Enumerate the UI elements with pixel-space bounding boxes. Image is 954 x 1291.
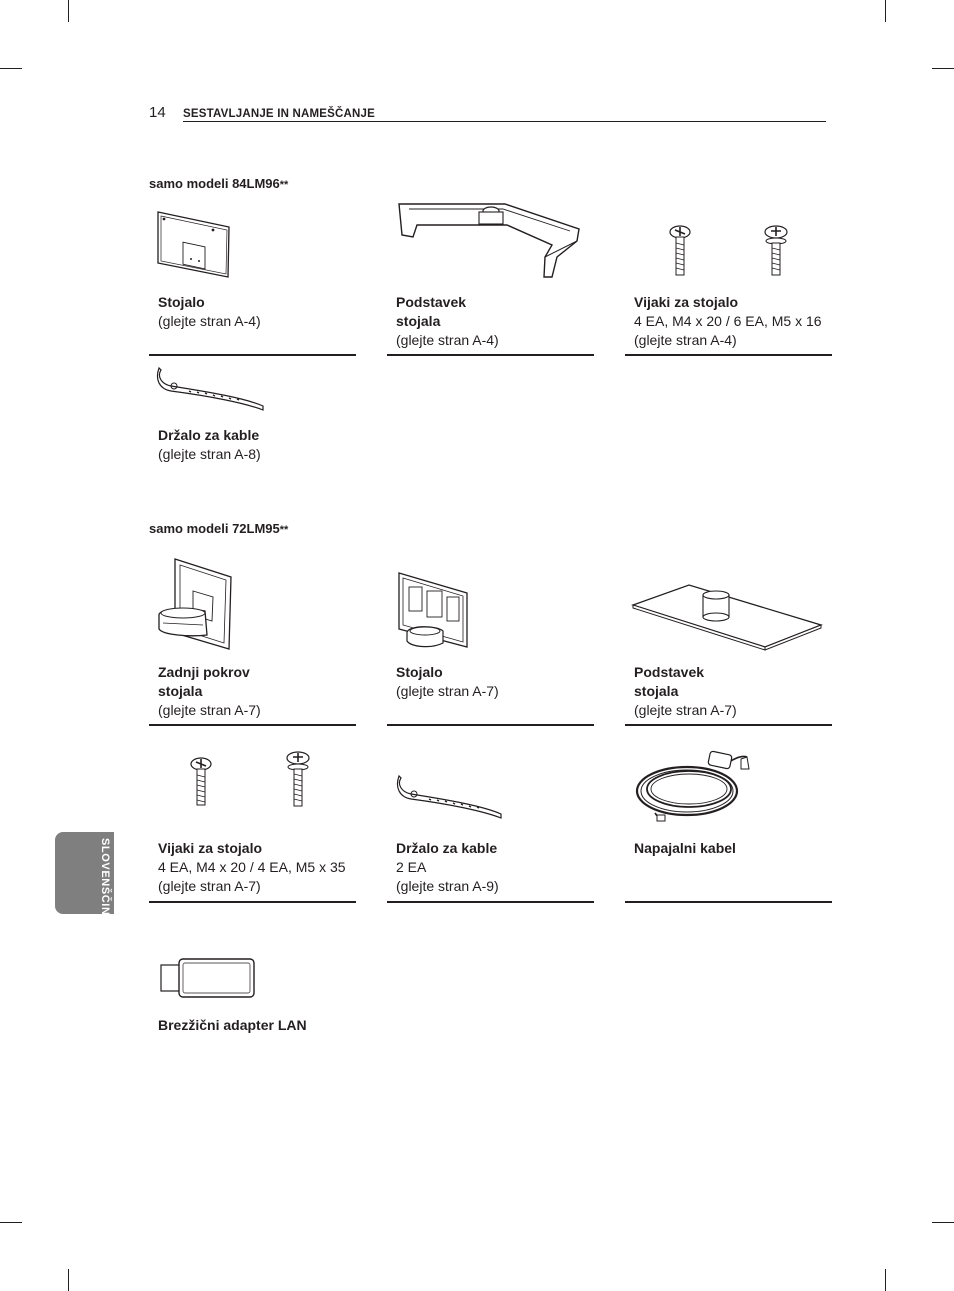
section-title-84lm96: samo modeli 84LM96** (149, 176, 289, 191)
item-podstavek-72: Podstavek stojala (glejte stran A-7) (625, 575, 832, 727)
stand-back-cover-icon (149, 555, 356, 655)
language-tab (55, 832, 114, 925)
crop-mark (885, 1269, 886, 1291)
item-drzalo-72: Držalo za kable 2 EA (glejte stran A-9) (387, 770, 594, 904)
item-podstavek-84: Podstavek stojala (glejte stran A-4) (387, 195, 594, 357)
item-rule (625, 354, 832, 356)
crop-mark (932, 1222, 954, 1223)
item-rule (625, 724, 832, 726)
header-rule (183, 121, 826, 122)
item-rule (149, 901, 356, 903)
stand-back-plate-icon (149, 205, 356, 285)
screws-icon (625, 215, 832, 285)
cable-holder-icon (387, 770, 594, 825)
item-drzalo-84: Držalo za kable (glejte stran A-8) (149, 362, 356, 472)
power-cord-icon (625, 745, 832, 825)
section-title-72lm95: samo modeli 72LM95** (149, 521, 289, 536)
stand-body-icon (387, 565, 594, 655)
item-stojalo-84: Stojalo (glejte stran A-4) (149, 205, 356, 357)
screws-icon (149, 745, 356, 815)
crop-mark (932, 68, 954, 69)
item-rule (625, 901, 832, 903)
item-rule (387, 724, 594, 726)
crop-mark (0, 68, 22, 69)
item-rule (149, 724, 356, 726)
cable-holder-icon (149, 362, 356, 417)
item-rule (387, 901, 594, 903)
item-stojalo-72: Stojalo (glejte stran A-7) (387, 565, 594, 727)
stand-base-icon (387, 195, 594, 285)
item-vijaki-72: Vijaki za stojalo 4 EA, M4 x 20 / 4 EA, M5 x 35 (glejte stran A-7) (149, 745, 356, 904)
stand-base-plate-icon (625, 575, 832, 655)
crop-mark (0, 1222, 22, 1223)
item-lan-adapter: Brezžični adapter LAN (149, 955, 356, 1045)
page-number: 14 (149, 104, 166, 121)
crop-mark (68, 0, 69, 22)
language-tab-label: SLOVENŠČINA (99, 838, 111, 925)
page-title: SESTAVLJANJE IN NAMEŠČANJE (183, 108, 376, 120)
item-rule (149, 354, 356, 356)
item-vijaki-84: Vijaki za stojalo 4 EA, M4 x 20 / 6 EA, M5 x 16 (glejte stran A-4) (625, 215, 832, 357)
item-rule (387, 354, 594, 356)
crop-mark (885, 0, 886, 22)
item-zadnji-pokrov: Zadnji pokrov stojala (glejte stran A-7) (149, 555, 356, 727)
crop-mark (68, 1269, 69, 1291)
wireless-lan-adapter-icon (149, 955, 356, 1005)
item-napajalni-kabel: Napajalni kabel (625, 745, 832, 904)
